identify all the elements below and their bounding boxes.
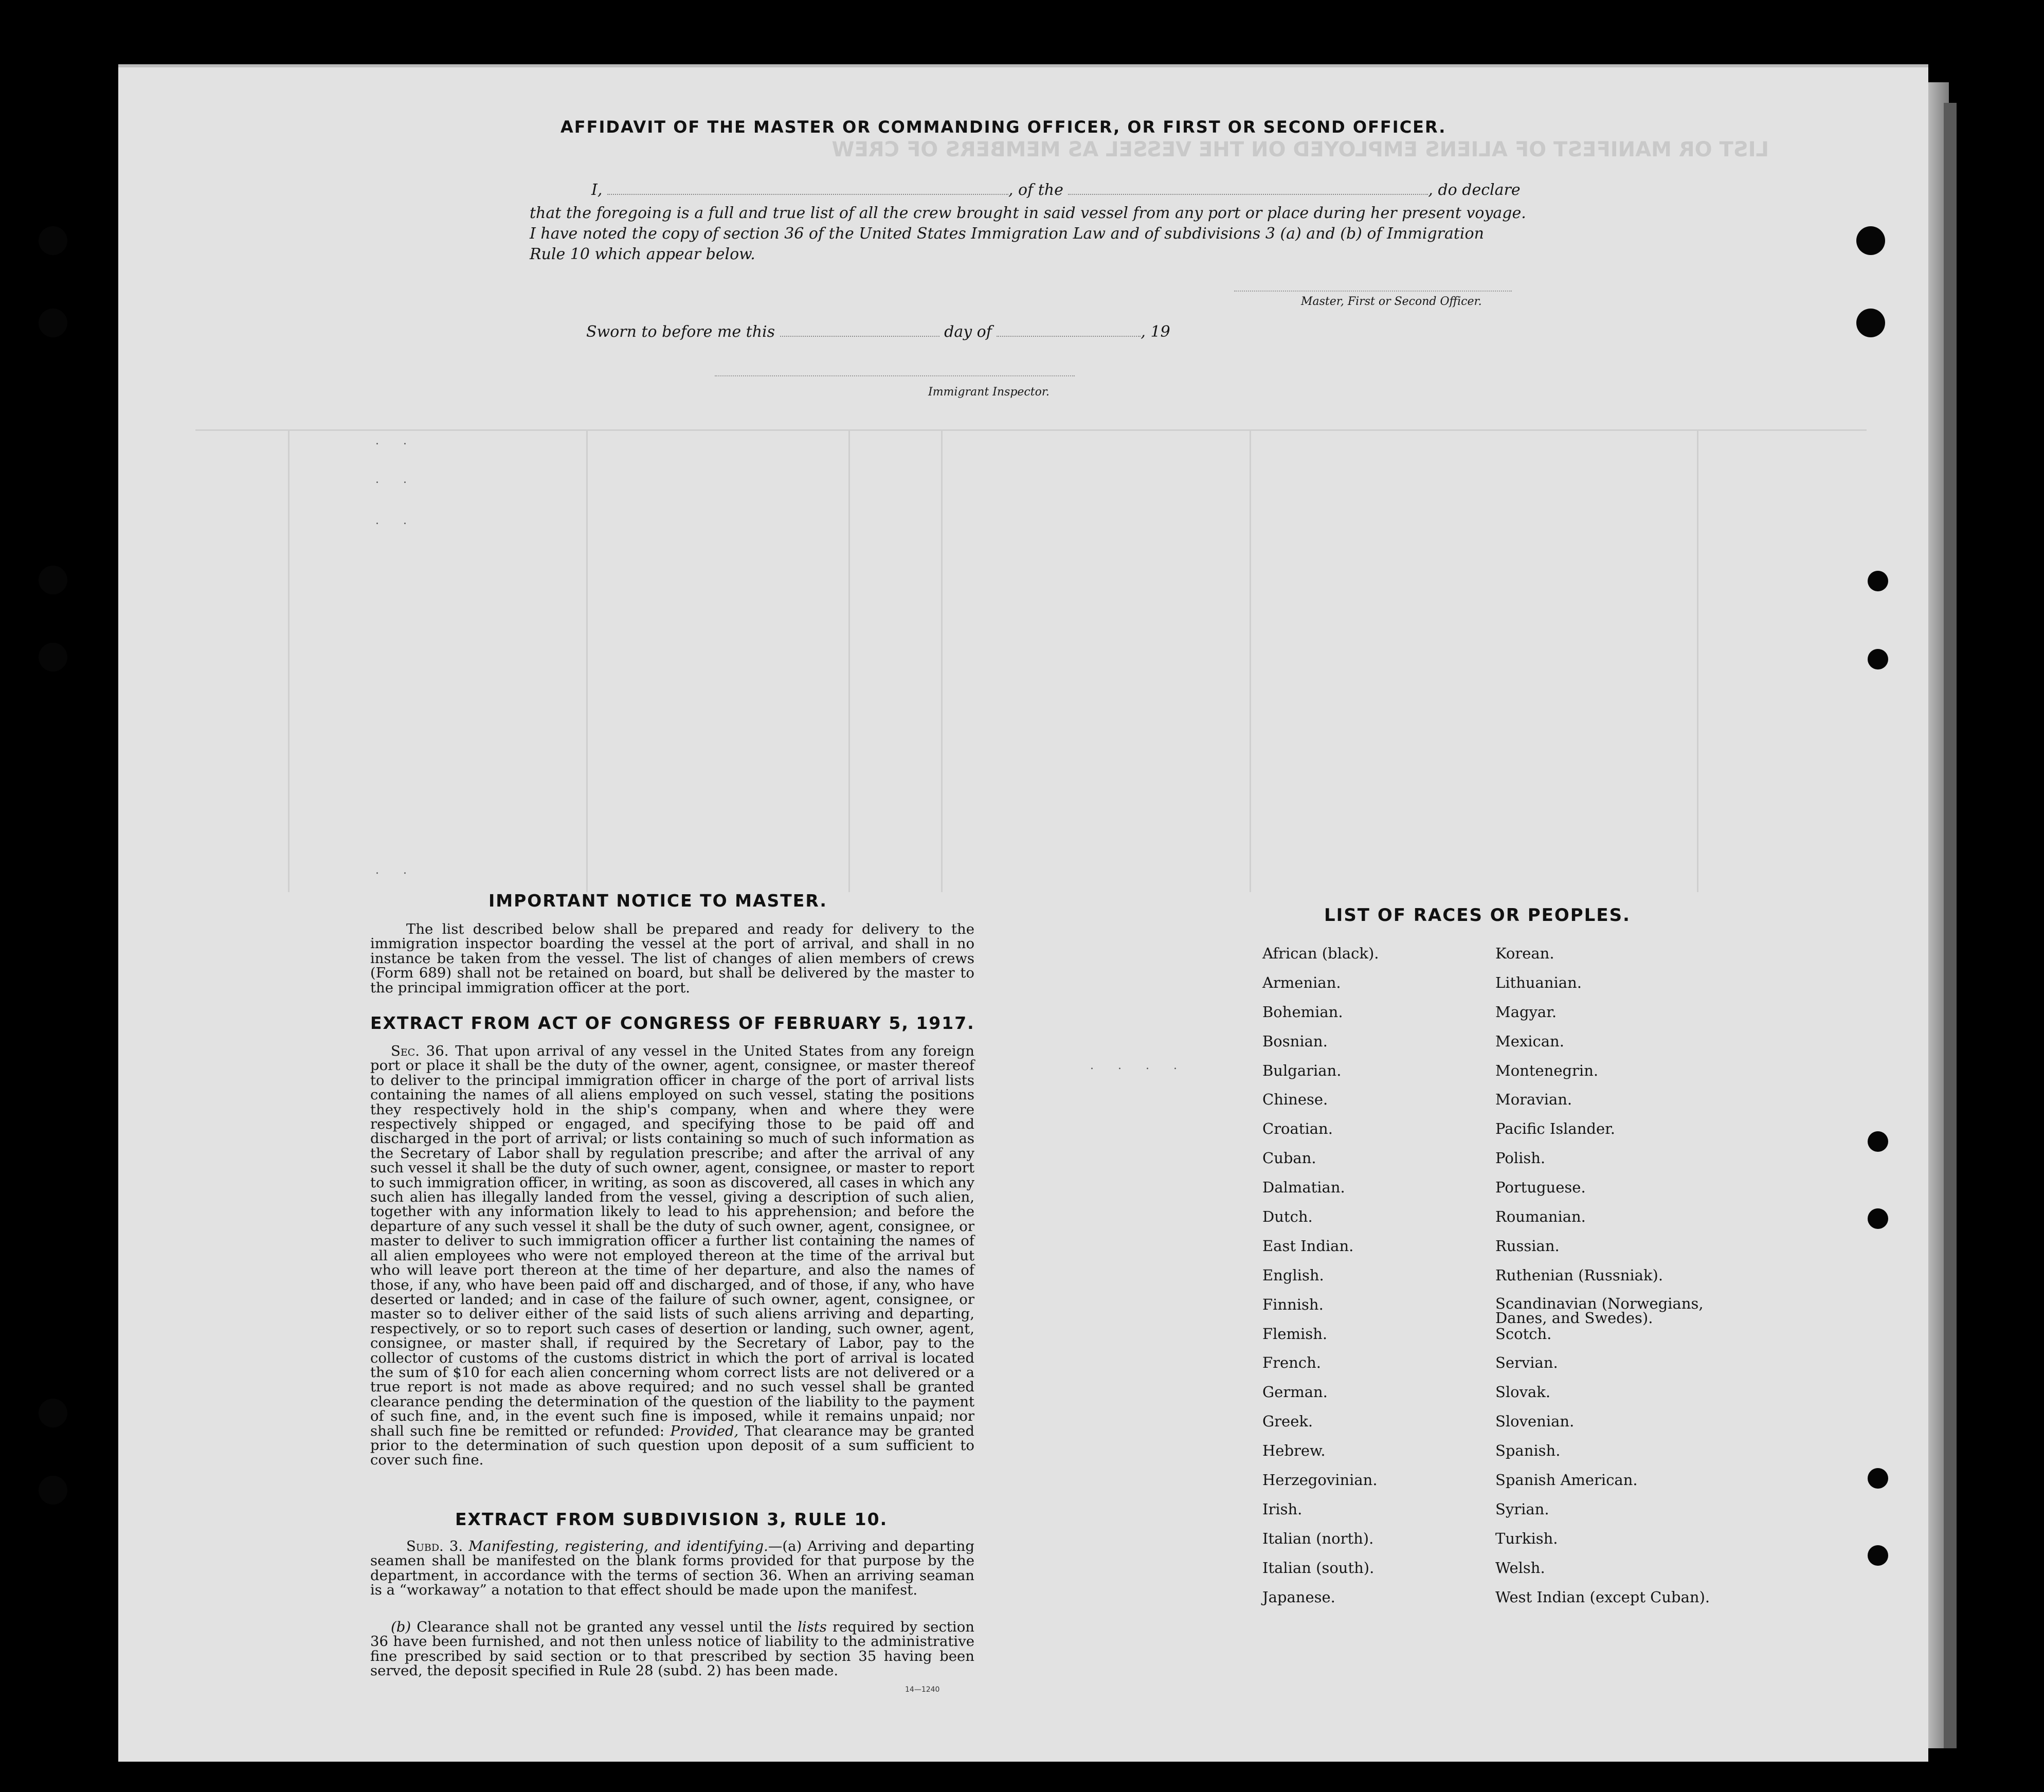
- races-heading: LIST OF RACES OR PEOPLES.: [1324, 905, 1631, 926]
- race-item: Turkish.: [1495, 1529, 1558, 1547]
- race-item: Flemish.: [1262, 1325, 1328, 1343]
- sworn-line: [586, 323, 1170, 341]
- subd-label: Subd. 3.: [406, 1538, 463, 1554]
- binder-hole: [39, 1476, 67, 1505]
- binder-hole: [1856, 309, 1885, 337]
- binder-hole: [39, 566, 67, 594]
- affidavit-heading: AFFIDAVIT OF THE MASTER OR COMMANDING OFFICER, OR FIRST OR SECOND OFFICER.: [560, 117, 1446, 137]
- extract-rule-heading: EXTRACT FROM SUBDIVISION 3, RULE 10.: [455, 1509, 888, 1529]
- inspector-signature-line: [715, 375, 1075, 376]
- binder-hole: [1856, 226, 1885, 255]
- form-number: 14—1240: [905, 1686, 940, 1694]
- binder-hole: [1868, 1468, 1888, 1489]
- race-item: Spanish American.: [1495, 1471, 1638, 1489]
- subd-b-label: (b): [391, 1619, 411, 1635]
- race-item: African (black).: [1262, 945, 1379, 962]
- subd-a-text: —(a) Arriving and departing seamen shall be manifested on the blank forms provided for that purpose by the department, in accordance with the terms of section 36. When an arriving seaman is a “workaway” a notation to that effect should be made upon the manifest.: [370, 1538, 974, 1599]
- sworn-year-label: , 19: [1141, 323, 1170, 341]
- bleed-through-rule: [1250, 429, 1251, 892]
- signature-line: [1234, 291, 1512, 292]
- race-item: Slovenian.: [1495, 1413, 1575, 1431]
- bleed-through-title: LIST OR MANIFEST OF ALIENS EMPLOYED ON THE VESSEL AS MEMBERS OF CREW: [831, 138, 1769, 161]
- race-item: Russian.: [1495, 1237, 1560, 1255]
- affidavit-line-1: [591, 181, 1521, 199]
- bleed-through-rule: [1697, 429, 1698, 892]
- race-item: Spanish.: [1495, 1442, 1561, 1460]
- race-item: Portuguese.: [1495, 1179, 1586, 1197]
- binder-hole: [1868, 649, 1888, 669]
- race-item: Servian.: [1495, 1354, 1558, 1372]
- binder-hole: [1868, 1208, 1888, 1229]
- race-item: Herzegovinian.: [1262, 1471, 1378, 1489]
- vessel-prefix: , of the: [1008, 181, 1063, 199]
- sworn-prefix: Sworn to before me this: [586, 323, 775, 341]
- binder-hole: [39, 309, 67, 337]
- signature-caption: Master, First or Second Officer.: [1301, 295, 1482, 308]
- race-item: Bulgarian.: [1262, 1061, 1342, 1079]
- race-item: Pacific Islander.: [1495, 1120, 1616, 1138]
- race-item: Japanese.: [1262, 1588, 1335, 1606]
- bleed-through-rule: [586, 429, 588, 892]
- bleed-through-rule: [941, 429, 943, 892]
- race-item: Cuban.: [1262, 1149, 1316, 1167]
- extract-act-heading: EXTRACT FROM ACT OF CONGRESS OF FEBRUARY 5, 1917.: [370, 1013, 975, 1033]
- row-leader-dots: . .: [375, 864, 417, 877]
- extract-act-text: [370, 1044, 974, 1468]
- bleed-through-rule: [848, 429, 850, 892]
- race-item: Dutch.: [1262, 1208, 1313, 1226]
- section-36-body: That upon arrival of any vessel in the United States from any foreign port or place it shall be the duty of the owner, agent, consignee, or master thereof to deliver to the principal immigration officer in charge of the port of arrival lists containing the names of all aliens employed on such vessel, stating the positions they respectively hold in the ship's company, when and where they were respectively shipped or engaged, and specifying those to be paid off and discharged in the port of arrival; or lists containing so much of such information as the Secretary of Labor shall by regulation prescribe; and after the arrival of any such vessel it shall be the duty of such owner, agent, consignee, or master to report to such immigration officer, in writing, as soon as discovered, all cases in which any such alien has illegally landed from the vessel, giving a description of such alien, together with any information likely to lead to his apprehension; and before the departure of any such vessel it shall be the duty of such owner, agent, consignee, or master to deliver to such immigration officer a further list containing the names of all alien employees who were not employed thereon at the time of the arrival but who will leave port thereon at the time of her departure, and also the names of those, if any, who have been paid off and discharged, and of those, if any, who have deserted or landed; and in case of the failure of such owner, agent, consignee, or master so to deliver either of the said lists of such aliens arriving and departing, respectively, or so to report such cases of desertion or landing, such owner, agent, consignee, or master shall, if required by the Secretary of Labor, pay to the collector of customs of the customs district in which the port of arrival is located the sum of $10 for each alien concerning whom correct lists are not delivered or a true report is not made as above required; and no such vessel shall be granted clearance pending the determination of the question of the liability to the payment of such fine, and, in the event such fine is imposed, while it remains unpaid; nor shall such fine be remitted or refunded:: [370, 1043, 975, 1439]
- race-item: Scotch.: [1495, 1325, 1552, 1343]
- race-item: Dalmatian.: [1262, 1179, 1345, 1197]
- race-item: Roumanian.: [1495, 1208, 1586, 1226]
- bleed-through-rule: [288, 429, 290, 892]
- sworn-date-blank: [780, 336, 939, 337]
- binder-hole: [39, 1399, 67, 1427]
- affidavit-line-3: I have noted the copy of section 36 of the United States Immigration Law and of subdivisions 3 (a) and (b) of Immigration: [530, 225, 1484, 243]
- race-item: Polish.: [1495, 1149, 1546, 1167]
- race-item: Korean.: [1495, 945, 1554, 962]
- race-item: Slovak.: [1495, 1383, 1551, 1401]
- race-item: Scandinavian (Norwegians, Danes, and Swedes).: [1495, 1294, 1704, 1327]
- row-leader-dots: . .: [375, 514, 417, 527]
- declare-suffix: , do declare: [1428, 181, 1521, 199]
- binder-hole: [39, 643, 67, 672]
- race-item: Magyar.: [1495, 1003, 1557, 1021]
- binder-hole: [1868, 1545, 1888, 1566]
- notice-text: The list described below shall be prepared and ready for delivery to the immigration inspector boarding the vessel at the port of arrival, and shall in no instance be taken from the vessel. The list of changes of alien members of crews (Form 689) shall not be retained on board, but shall be delivered by the master to the principal immigration officer at the port.: [370, 921, 974, 996]
- race-item: Moravian.: [1495, 1091, 1572, 1109]
- race-item: Finnish.: [1262, 1295, 1324, 1313]
- row-leader-dots: . . . .: [1090, 1059, 1187, 1072]
- subd-b-lists-word: lists: [797, 1619, 827, 1635]
- race-item: Croatian.: [1262, 1120, 1333, 1138]
- row-leader-dots: . .: [375, 435, 417, 447]
- race-item: English.: [1262, 1266, 1324, 1284]
- race-item: Italian (south).: [1262, 1559, 1374, 1577]
- binder-hole: [1868, 1131, 1888, 1152]
- race-item: Ruthenian (Russniak).: [1495, 1266, 1663, 1284]
- race-item: Welsh.: [1495, 1559, 1545, 1577]
- race-item: French.: [1262, 1354, 1321, 1372]
- race-item: East Indian.: [1262, 1237, 1354, 1255]
- race-item: Chinese.: [1262, 1091, 1328, 1109]
- race-item: Greek.: [1262, 1413, 1313, 1431]
- race-item: Bohemian.: [1262, 1003, 1343, 1021]
- master-name-blank: [607, 194, 1008, 195]
- inspector-caption: Immigrant Inspector.: [928, 386, 1050, 399]
- binder-hole: [1868, 571, 1888, 591]
- vessel-name-blank: [1068, 194, 1428, 195]
- provided-word: Provided,: [670, 1422, 739, 1439]
- bleed-through-rule: [195, 429, 1867, 431]
- paper-stack-shadow: [1944, 103, 1957, 1748]
- subd-b-text-2: required by section 36 have been furnished, and not then unless notice of liability to the administrative fine prescribed by said section or to that prescribed by section 35 having been served, the deposit specified in Rule 28 (subd. 2) has been made.: [370, 1619, 974, 1679]
- race-item: Montenegrin.: [1495, 1061, 1599, 1079]
- sworn-month-blank: [997, 336, 1141, 337]
- race-item: Italian (north).: [1262, 1529, 1374, 1547]
- sworn-day-label: day of: [944, 323, 992, 341]
- race-item: Armenian.: [1262, 973, 1341, 991]
- notice-heading: IMPORTANT NOTICE TO MASTER.: [489, 891, 827, 911]
- section-36-end: That clearance may be granted prior to the determination of such question upon deposit of a sum sufficient to cover such fine.: [370, 1422, 974, 1469]
- binder-hole: [39, 226, 67, 255]
- races-column-1: [1262, 945, 1379, 1618]
- declarant-prefix: I,: [591, 181, 603, 199]
- race-item: Bosnian.: [1262, 1032, 1328, 1050]
- rule-subd-b: [370, 1620, 974, 1678]
- row-leader-dots: . .: [375, 473, 417, 486]
- race-item: Mexican.: [1495, 1032, 1564, 1050]
- race-item: Lithuanian.: [1495, 973, 1582, 991]
- race-item: Irish.: [1262, 1500, 1303, 1518]
- race-item: Hebrew.: [1262, 1442, 1326, 1460]
- subd-b-text-1: Clearance shall not be granted any vessel until the: [417, 1619, 792, 1635]
- subd-title: Manifesting, registering, and identifying.: [468, 1538, 768, 1554]
- rule-subd-a: [370, 1539, 974, 1598]
- races-column-2: [1495, 945, 1711, 1618]
- section-label: Sec. 36.: [391, 1043, 449, 1059]
- race-item: West Indian (except Cuban).: [1495, 1588, 1710, 1606]
- race-item: German.: [1262, 1383, 1328, 1401]
- affidavit-line-2: that the foregoing is a full and true list of all the crew brought in said vessel from any port or place during her present voyage.: [530, 204, 1526, 222]
- race-item: Syrian.: [1495, 1500, 1549, 1518]
- affidavit-line-4: Rule 10 which appear below.: [530, 245, 755, 263]
